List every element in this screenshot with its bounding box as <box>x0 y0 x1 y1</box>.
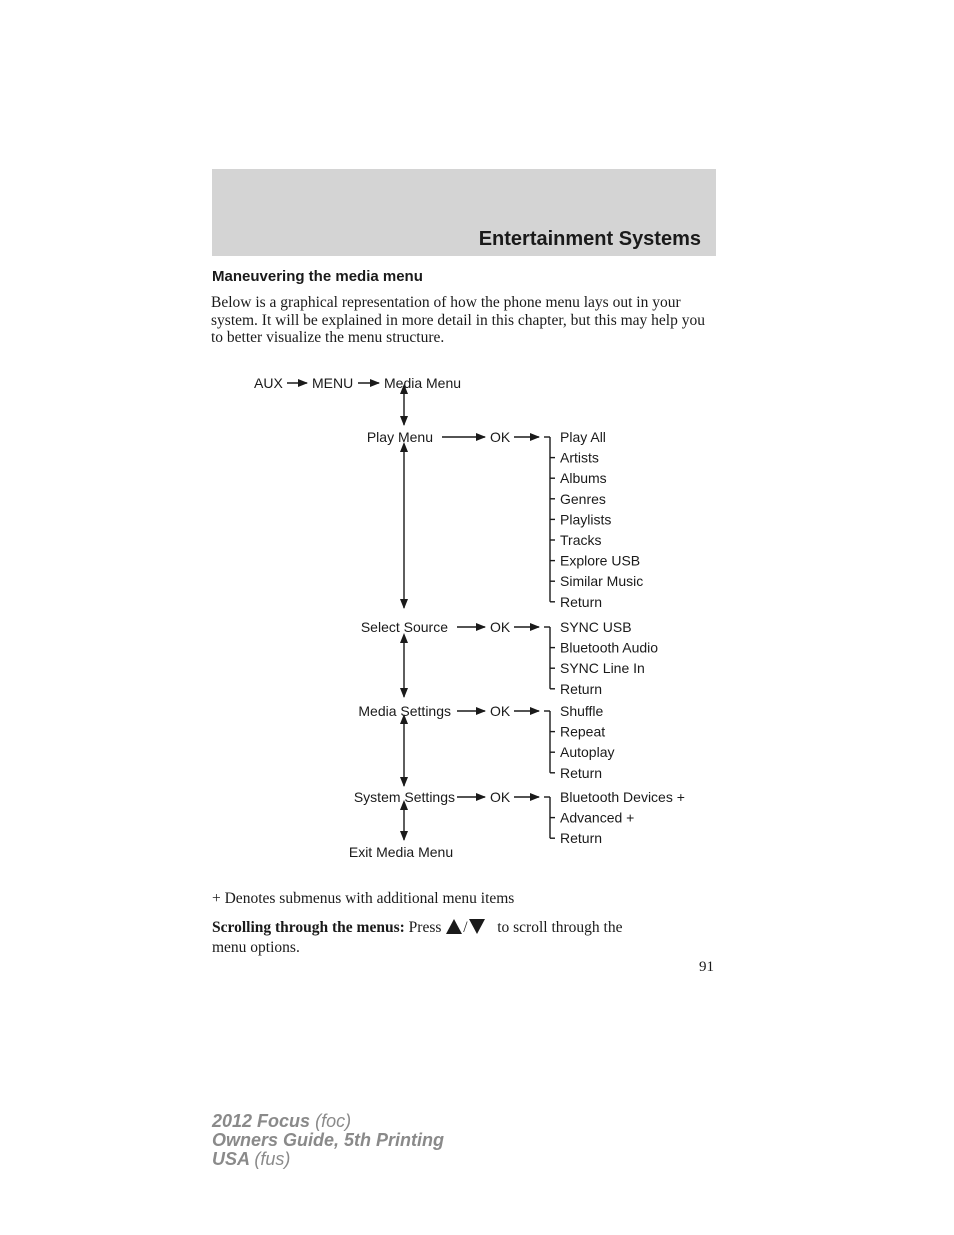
submenu-note: + Denotes submenus with additional menu items <box>212 890 515 907</box>
submenu-item: Playlists <box>560 511 612 528</box>
submenu-item: Tracks <box>560 532 602 548</box>
menu-level-label: System Settings <box>353 789 455 805</box>
footer-region-code: (fus) <box>254 1149 291 1169</box>
scroll-after-text: to scroll through the <box>497 919 623 936</box>
submenu-item: Genres <box>560 490 606 507</box>
submenu-item: SYNC USB <box>560 619 632 635</box>
scrolling-instruction-line2: menu options. <box>212 939 300 956</box>
submenu-item: Shuffle <box>560 703 604 719</box>
submenu-item: Return <box>560 680 603 697</box>
exit-media-menu-label: Exit Media Menu <box>348 844 454 860</box>
footer-region: USA <box>212 1149 250 1169</box>
submenu-item: SYNC Line In <box>560 660 645 677</box>
submenu-item: Explore USB <box>560 552 641 569</box>
section-heading: Entertainment Systems <box>478 228 701 250</box>
submenu-item: Bluetooth Audio <box>560 639 659 656</box>
scrolling-instruction <box>212 918 622 940</box>
ok-label: OK <box>490 619 511 635</box>
submenu-item: Autoplay <box>560 744 615 761</box>
menu-level-label: Select Source <box>360 619 448 635</box>
submenu-item: Bluetooth Devices + <box>560 789 685 805</box>
submenu-item: Return <box>560 593 603 610</box>
subsection-title: Maneuvering the media menu <box>212 268 423 285</box>
menu-level-label: Media Settings <box>358 703 451 719</box>
down-triangle-icon <box>468 918 486 940</box>
submenu-item: Play All <box>560 429 606 445</box>
scrolling-label: Scrolling through the menus: <box>212 919 405 936</box>
footer-edition <box>212 1112 444 1169</box>
ok-label: OK <box>490 789 511 805</box>
up-triangle-icon <box>445 918 463 940</box>
top-row-aux: AUX <box>254 375 283 391</box>
menu-level-label: Play Menu <box>366 429 433 445</box>
submenu-item: Return <box>560 764 603 781</box>
submenu-item: Albums <box>560 470 607 487</box>
intro-paragraph: Below is a graphical representation of how the phone menu lays out in your system. It will be explained in more detail in this chapter, but this may help you to better visualize the menu structure. <box>211 294 705 346</box>
ok-label: OK <box>490 429 511 445</box>
top-row-media-menu: Media Menu <box>384 375 462 391</box>
footer-model-code: (foc) <box>315 1111 352 1131</box>
submenu-item: Artists <box>560 449 599 466</box>
footer-model: 2012 Focus <box>212 1111 311 1131</box>
page-number: 91 <box>699 959 714 975</box>
submenu-item: Repeat <box>560 723 606 740</box>
submenu-item: Advanced + <box>560 809 635 826</box>
slash-text: / <box>463 919 468 936</box>
ok-label: OK <box>490 703 511 719</box>
press-text: Press <box>408 919 442 936</box>
submenu-item: Return <box>560 830 603 847</box>
submenu-item: Similar Music <box>560 573 644 590</box>
footer-guide: Owners Guide, 5th Printing <box>212 1130 445 1150</box>
top-row-menu: MENU <box>312 375 354 391</box>
